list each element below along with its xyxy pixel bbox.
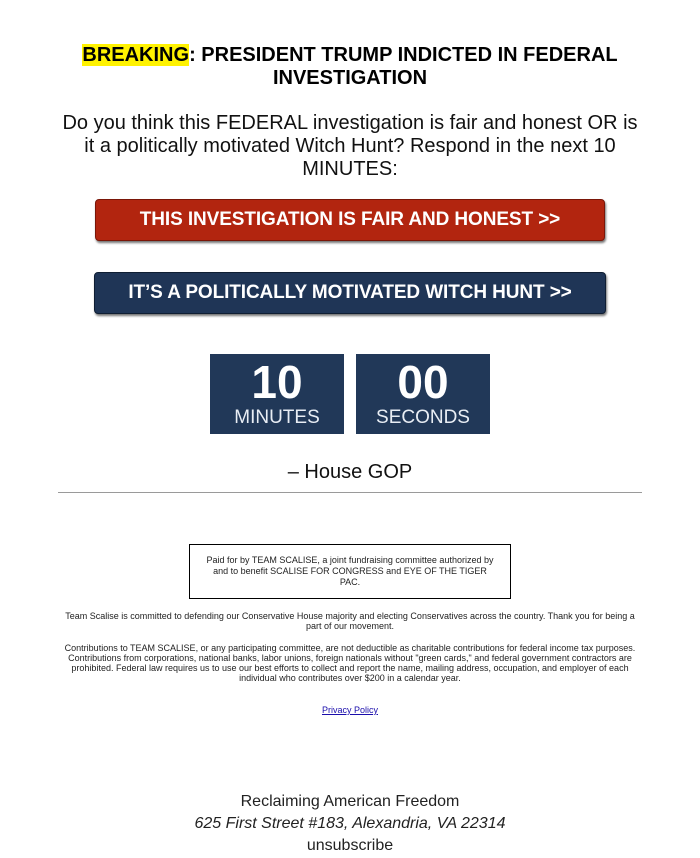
footer — [0, 791, 700, 857]
unsubscribe-link[interactable]: unsubscribe — [306, 837, 394, 854]
timer-minutes-box — [210, 354, 344, 434]
timer-seconds-label: SECONDS — [376, 407, 470, 428]
divider — [58, 492, 642, 493]
countdown-timer — [210, 354, 490, 434]
headline — [58, 0, 642, 90]
footer-org: Reclaiming American Freedom — [240, 793, 460, 810]
privacy-policy-link[interactable]: Privacy Policy — [321, 705, 378, 715]
mission-statement: Team Scalise is committed to defending our Conservative House majority and electing Conservatives across the country. Thank you for being a part of our movement. — [65, 611, 635, 631]
breaking-label: BREAKING — [82, 44, 190, 66]
privacy-policy — [58, 705, 642, 715]
paid-for-disclaimer: Paid for by TEAM SCALISE, a joint fundraising committee authorized by and to benefit SCALISE FOR CONGRESS and EYE OF THE TIGER PAC. — [189, 544, 511, 599]
footer-address: 625 First Street #183, Alexandria, VA 22314 — [194, 815, 506, 832]
witch-hunt-button[interactable]: IT’S A POLITICALLY MOTIVATED WITCH HUNT >> — [94, 272, 606, 314]
headline-text: : PRESIDENT TRUMP INDICTED IN FEDERAL INVESTIGATION — [189, 44, 618, 89]
email-body — [58, 0, 642, 715]
timer-minutes-label: MINUTES — [234, 407, 320, 428]
timer-seconds-value: 00 — [397, 356, 449, 408]
fair-and-honest-button[interactable]: THIS INVESTIGATION IS FAIR AND HONEST >> — [95, 199, 605, 241]
contributions-disclaimer: Contributions to TEAM SCALISE, or any participating committee, are not deductible as charitable contributions for federal income tax purposes. Contributions from corporations, national banks, labor unions, foreign nationals without "green cards," and federal government contractors are prohibited. Federal law requires us to use our best efforts to collect and report the name, mailing address, occupation, and employer of each individual who contributes over $200 in a calendar year. — [64, 643, 636, 683]
timer-seconds-box — [356, 354, 490, 434]
timer-minutes-value: 10 — [251, 356, 303, 408]
signoff: – House GOP — [287, 461, 413, 483]
question-text: Do you think this FEDERAL investigation is fair and honest OR is it a politically motivated Witch Hunt? Respond in the next 10 MINUTES: — [62, 112, 638, 180]
